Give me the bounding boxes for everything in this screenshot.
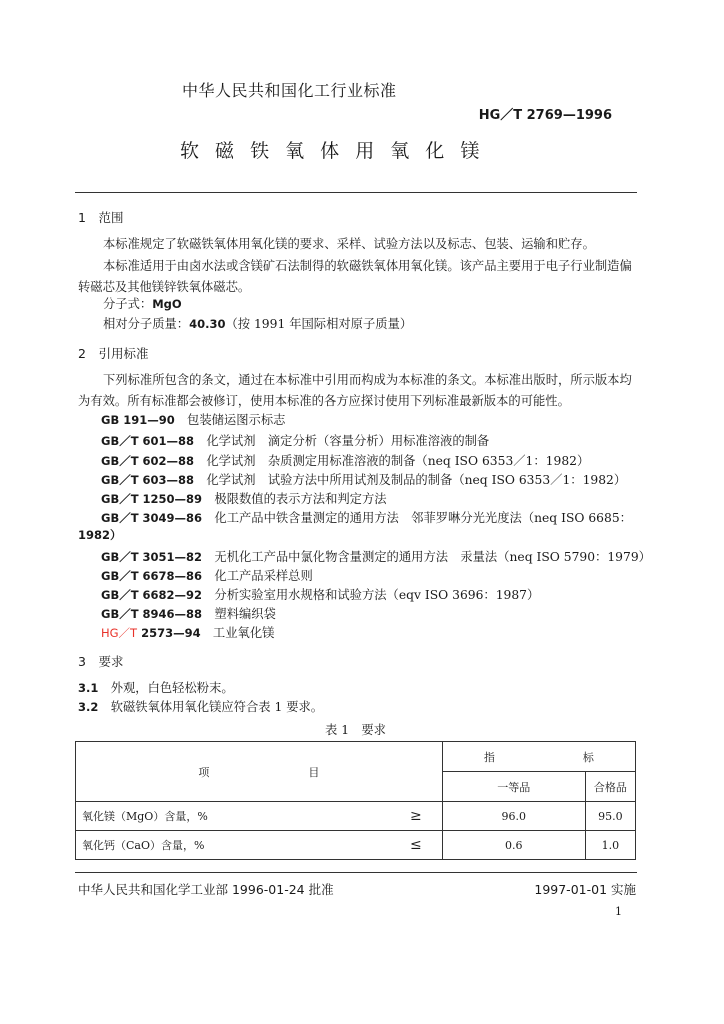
reference-item <box>101 451 589 469</box>
row-operator: ≥ <box>362 802 443 831</box>
row-item: 氧化镁（MgO）含量，% <box>76 802 362 831</box>
section-1-para-1: 本标准规定了软磁铁氧体用氧化镁的要求、采样、试验方法以及标志、包装、运输和贮存。 <box>103 237 595 251</box>
reference-item[interactable] <box>101 623 274 641</box>
ref-title: 塑料编织袋 <box>214 607 276 621</box>
ref-code: GB／T 602—88 <box>101 454 195 468</box>
reference-item <box>101 489 387 507</box>
header-grade-2: 合格品 <box>585 772 635 802</box>
ref-title: 化学试剂 杂质测定用标准溶液的制备（neq ISO 6353／1：1982） <box>206 454 590 468</box>
reference-item <box>101 431 489 449</box>
table-caption: 表 1 要求 <box>325 723 386 737</box>
formula-line <box>103 294 182 314</box>
reference-item <box>101 604 276 622</box>
section-2-intro: 下列标准所包含的条文，通过在本标准中引用而构成为本标准的条文。本标准出版时，所示版本均为有效。所有标准都会被修订，使用本标准的各方应探讨使用下列标准最新版本的可能性。 <box>78 373 632 408</box>
ref-code: GB／T 6682—92 <box>101 588 203 602</box>
row-grade-1: 96.0 <box>442 802 585 831</box>
header-grade-1: 一等品 <box>442 772 585 802</box>
reference-item <box>101 508 632 526</box>
reference-item <box>101 547 651 565</box>
formula-value: MgO <box>152 297 182 311</box>
ref-title: 分析实验室用水规格和试验方法（eqv ISO 3696：1987） <box>214 588 540 602</box>
section-2-heading: 2 引用标准 <box>78 346 149 361</box>
header-index: 指 标 <box>442 742 635 772</box>
ref-code: GB／T 601—88 <box>101 434 195 448</box>
requirement-3-2 <box>78 697 323 717</box>
item-text: 软磁铁氧体用氧化镁应符合表 1 要求。 <box>110 700 324 714</box>
ref-code: GB／T 6678—86 <box>101 569 203 583</box>
header-rule <box>75 192 637 193</box>
ref-code-link[interactable]: HG／T <box>101 626 138 640</box>
page-number: 1 <box>615 905 622 918</box>
approval-line: 中华人民共和国化学工业部 1996-01-24 批准 <box>78 882 334 897</box>
mass-value: 40.30 <box>189 317 226 331</box>
row-grade-2: 1.0 <box>585 831 635 860</box>
reference-item <box>101 566 313 584</box>
ref-title: 包装储运图示标志 <box>187 413 286 427</box>
ref-code: GB／T 603—88 <box>101 473 195 487</box>
row-grade-2: 95.0 <box>585 802 635 831</box>
item-number: 3.2 <box>78 700 99 714</box>
table-row <box>76 802 636 831</box>
requirement-3-1 <box>78 678 234 698</box>
ref-title: 极限数值的表示方法和判定方法 <box>214 492 387 506</box>
section-3-heading: 3 要求 <box>78 654 124 669</box>
reference-continuation <box>78 527 122 543</box>
reference-item <box>101 585 539 603</box>
ref-code: GB／T 3051—82 <box>101 550 203 564</box>
ref-code: GB／T 3049—86 <box>101 511 203 525</box>
molecular-mass-line <box>103 314 412 334</box>
ref-title: 化学试剂 试验方法中所用试剂及制品的制备（neq ISO 6353／1：1982） <box>206 473 627 487</box>
ref-title: 无机化工产品中氯化物含量测定的通用方法 汞量法（neq ISO 5790：1979） <box>214 550 651 564</box>
formula-label: 分子式： <box>103 297 153 311</box>
ref-title: 化工产品中铁含量测定的通用方法 邻菲罗啉分光光度法（neq ISO 6685： <box>214 511 632 525</box>
ref-code: GB 191—90 <box>101 413 175 427</box>
mass-label: 相对分子质量： <box>103 317 190 331</box>
mass-note: （按 1991 年国际相对原子质量） <box>225 317 413 331</box>
reference-item <box>101 470 626 488</box>
ref-cont: 1982） <box>78 528 122 542</box>
ref-code: GB／T 8946—88 <box>101 607 203 621</box>
table-row <box>76 831 636 860</box>
ref-title: 化工产品采样总则 <box>214 569 313 583</box>
row-operator: ≤ <box>362 831 443 860</box>
ref-code: GB／T 1250—89 <box>101 492 203 506</box>
footer-rule <box>75 872 637 873</box>
effective-date: 1997-01-01 实施 <box>534 882 636 897</box>
item-number: 3.1 <box>78 681 99 695</box>
header-item: 项 目 <box>76 742 443 802</box>
row-item: 氧化钙（CaO）含量，% <box>76 831 362 860</box>
section-1-heading: 1 范围 <box>78 210 124 225</box>
standard-code: HG／T 2769—1996 <box>478 108 612 123</box>
requirements-table <box>75 741 636 860</box>
document-title: 软 磁 铁 氧 体 用 氧 化 镁 <box>180 140 485 162</box>
ref-title: 工业氧化镁 <box>212 626 275 640</box>
issuing-authority: 中华人民共和国化工行业标准 <box>182 81 397 100</box>
section-1-para-2: 本标准适用于由卤水法或含镁矿石法制得的软磁铁氧体用氧化镁。该产品主要用于电子行业制造偏转磁芯及其他镁锌铁氧体磁芯。 <box>78 259 632 294</box>
item-text: 外观，白色轻松粉末。 <box>110 681 234 695</box>
row-grade-1: 0.6 <box>442 831 585 860</box>
ref-title: 化学试剂 滴定分析（容量分析）用标准溶液的制备 <box>206 434 490 448</box>
ref-code: 2573—94 <box>137 626 201 640</box>
reference-item <box>101 410 285 428</box>
